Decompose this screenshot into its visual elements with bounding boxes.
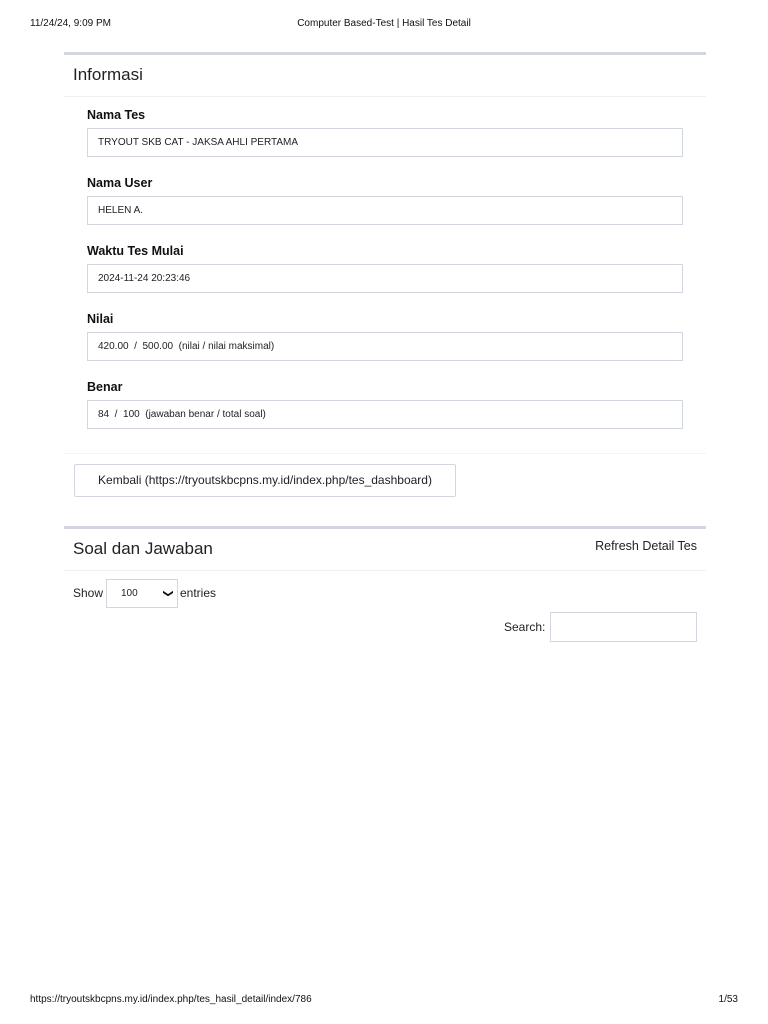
nama-user-group — [87, 176, 683, 225]
waktu-mulai-group — [87, 244, 683, 293]
nama-user-label: Nama User — [87, 176, 153, 190]
nama-user-field[interactable]: HELEN A. — [87, 196, 683, 225]
print-page-number: 1/53 — [718, 994, 738, 1005]
print-footer — [30, 994, 738, 1010]
soal-header — [64, 529, 706, 571]
entries-select-value: 100 — [121, 588, 138, 599]
benar-field[interactable]: 84 / 100 (jawaban benar / total soal) — [87, 400, 683, 429]
nama-tes-field[interactable]: TRYOUT SKB CAT - JAKSA AHLI PERTAMA — [87, 128, 683, 157]
print-datetime: 11/24/24, 9:09 PM — [30, 18, 111, 29]
waktu-mulai-label: Waktu Tes Mulai — [87, 244, 184, 258]
search-input[interactable] — [550, 612, 697, 642]
waktu-mulai-field[interactable]: 2024-11-24 20:23:46 — [87, 264, 683, 293]
soal-title: Soal dan Jawaban — [73, 539, 213, 558]
informasi-title: Informasi — [73, 65, 143, 84]
benar-group — [87, 380, 683, 429]
print-url: https://tryoutskbcpns.my.id/index.php/tes_hasil_detail/index/786 — [30, 994, 312, 1005]
refresh-detail-button[interactable]: Refresh Detail Tes — [595, 539, 697, 553]
informasi-footer-divider — [64, 453, 706, 454]
informasi-header — [64, 55, 706, 97]
show-label: Show — [73, 586, 104, 600]
chevron-down-icon: ❯ — [162, 589, 174, 598]
print-header — [30, 18, 738, 34]
nilai-field[interactable]: 420.00 / 500.00 (nilai / nilai maksimal) — [87, 332, 683, 361]
nilai-group — [87, 312, 683, 361]
entries-select[interactable] — [106, 579, 178, 608]
benar-label: Benar — [87, 380, 123, 394]
nama-tes-label: Nama Tes — [87, 108, 146, 122]
nama-tes-group — [87, 108, 683, 157]
search-label: Search: — [504, 620, 546, 634]
nilai-label: Nilai — [87, 312, 114, 326]
kembali-button[interactable]: Kembali (https://tryoutskbcpns.my.id/index.php/tes_dashboard) — [74, 464, 456, 497]
print-title: Computer Based-Test | Hasil Tes Detail — [297, 18, 471, 29]
informasi-box — [64, 52, 706, 454]
entries-label: entries — [180, 586, 217, 600]
